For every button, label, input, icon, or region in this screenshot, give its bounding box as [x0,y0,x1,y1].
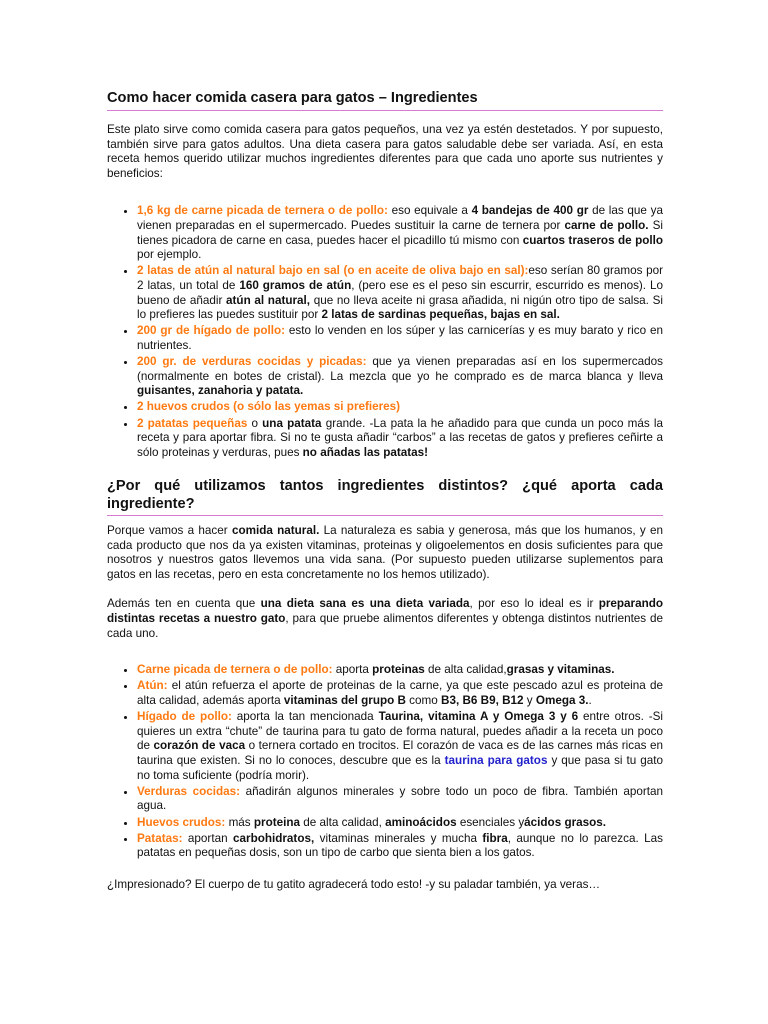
paragraph-comida-natural: Porque vamos a hacer comida natural. La naturaleza es sabia y generosa, más que los humanos, y en cada producto que nos da ya existen vitaminas, proteinas y oligoelementos en dosis suficientes para que nosotros y nuestros gatos llevemos una vida sana. (Por supuesto pueden utilizarse suplementos para gatos en las recetas, pero en esta concretamente no los hemos utilizado). [107,524,663,581]
intro-paragraph: Este plato sirve como comida casera para gatos pequeños, una vez ya estén destetados. Y por supuesto, también sirve para gatos adultos. Una dieta casera para gatos saludable debe ser variada. Así, en esta receta hemos querido utilizar muchos ingredientes diferentes para que cada uno aporte sus nutrientes y beneficios: [107,123,663,180]
list-item: • Atún: el atún refuerza el aporte de proteinas de la carne, ya que este pescado azul es proteina de alta calidad, además aporta vitaminas del grupo B como B3, B6 B9, B12 y Omega 3.. [137,679,663,708]
list-item: • 2 huevos crudos (o sólo las yemas si prefieres) [137,400,663,415]
section-heading-por-que: ¿Por qué utilizamos tantos ingredientes distintos? ¿qué aporta cada ingrediente? [107,477,663,516]
list-item: • Verduras cocidas: añadirán algunos minerales y sobre todo un poco de fibra. También aportan agua. [137,785,663,814]
paragraph-dieta-variada: Además ten en cuenta que una dieta sana es una dieta variada, por eso lo ideal es ir preparando distintas recetas a nuestro gato, para que pruebe alimentos diferentes y obtenga distintos nutrientes de cada uno. [107,597,664,640]
taurina-link[interactable]: taurina para gatos [444,753,548,767]
nutrients-list [107,663,663,861]
list-item: • Carne picada de ternera o de pollo: aporta proteinas de alta calidad,grasas y vitaminas. [137,663,663,678]
list-item: • 1,6 kg de carne picada de ternera o de pollo: eso equivale a 4 bandejas de 400 gr de las que ya vienen preparadas en el supermercado. Puedes sustituir la carne de ternera por carne de pollo. Si tienes picadora de carne en casa, puedes hacer el picadillo tú mismo con cuartos traseros de pollo por ejemplo. [137,204,663,262]
list-item: • Huevos crudos: más proteina de alta calidad, aminoácidos esenciales yácidos grasos. [137,816,663,831]
ingredients-list [107,204,663,460]
section-heading-ingredientes: Como hacer comida casera para gatos – Ingredientes [107,88,663,111]
closing-paragraph: ¿Impresionado? El cuerpo de tu gatito agradecerá todo esto! -y su paladar también, ya veras… [107,878,601,892]
document-page [107,88,663,893]
list-item: • Hígado de pollo: aporta la tan mencionada Taurina, vitamina A y Omega 3 y 6 entre otros. -Si quieres un extra “chute” de taurina para tu gato de forma natural, puedes añadir a la receta un poco de corazón de vaca o ternera cortado en trocitos. El corazón de vaca es de las carnes más ricas en taurina que existen. Si no lo conoces, descubre que es la taurina para gatos y que pasa si tu gato no toma suficiente (podría morir). [137,710,663,783]
list-item: • Patatas: aportan carbohidratos, vitaminas minerales y mucha fibra, aunque no lo parezca. Las patatas en pequeñas dosis, son un tipo de carbo que sienta bien a los gatos. [137,832,663,861]
list-item: • 200 gr. de verduras cocidas y picadas: que ya vienen preparadas así en los supermercados (normalmente en botes de cristal). La mezcla que yo he comprado es de marca blanca y lleva guisantes, zanahoria y patata. [137,355,663,399]
list-item: • 200 gr de hígado de pollo: esto lo venden en los súper y las carnicerías y es muy barato y rico en nutrientes. [137,324,663,353]
list-item: • 2 latas de atún al natural bajo en sal (o en aceite de oliva bajo en sal):eso serían 80 gramos por 2 latas, un total de 160 gramos de atún, (pero ese es el peso sin escurrir, escurrido es menos). Lo bueno de añadir atún al natural, que no lleva aceite ni grasa añadida, ni nigún otro tipo de salsa. Si lo prefieres las puedes sustituir por 2 latas de sardinas pequeñas, bajas en sal. [137,264,663,322]
list-item: • 2 patatas pequeñas o una patata grande. -La pata la he añadido para que cunda un poco más la receta y para aportar fibra. Si no te gusta añadir “carbos” a las recetas de gatos y prefieres ceñirte a sólo proteinas y verduras, pues no añadas las patatas! [137,417,663,461]
